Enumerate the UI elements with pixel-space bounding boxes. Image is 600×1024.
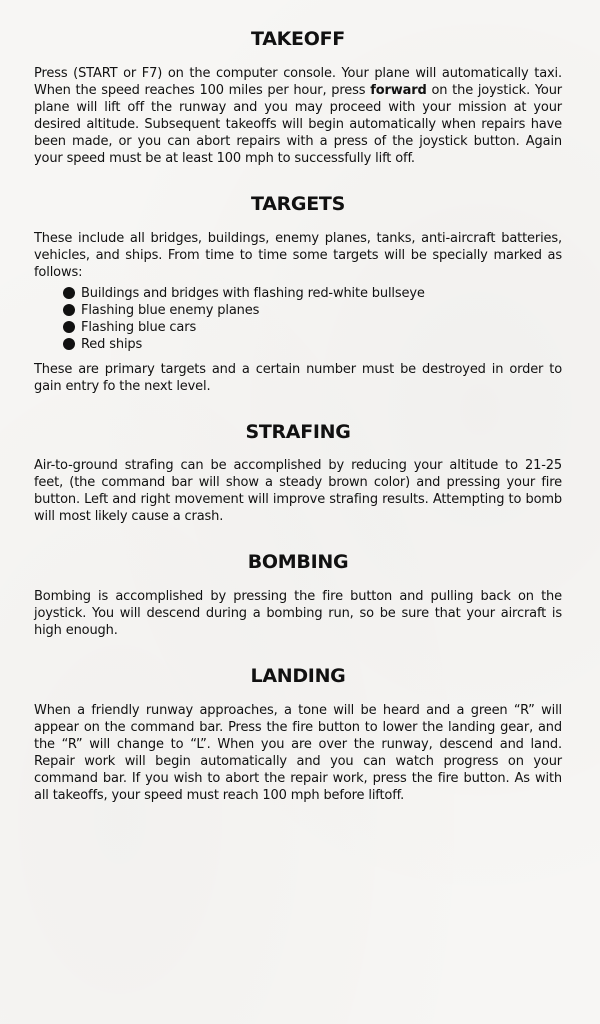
bullet-icon	[63, 304, 75, 316]
targets-outro: These are primary targets and a certain number must be destroyed in order to gain entry fo the next level.	[34, 361, 562, 394]
bombing-section	[34, 551, 562, 639]
takeoff-bold-word: forward	[370, 82, 427, 98]
takeoff-heading: TAKEOFF	[251, 28, 345, 50]
list-item-text: Red ships	[81, 336, 143, 352]
strafing-paragraph: Air-to-ground strafing can be accomplished by reducing your altitude to 21-25 feet, (the command bar will show a steady brown color) and pressing your fire button. Left and right movement will improve strafing results. Attempting to bomb will most likely cause a crash.	[34, 458, 562, 525]
bombing-paragraph: Bombing is accomplished by pressing the fire button and pulling back on the joystick. You will descend during a bombing run, so be sure that your aircraft is high enough.	[34, 589, 562, 639]
list-item	[34, 285, 562, 302]
landing-paragraph: When a friendly runway approaches, a tone will be heard and a green “R” will appear on the command bar. Press the fire button to lower the landing gear, and the “R” will change to “L”. When you are over the runway, descend and land. Repair work will begin automatically and you can watch progress on your command bar. If you wish to abort the repair work, press the fire button. As with all takeoffs, your speed must reach 100 mph before liftoff.	[34, 702, 562, 803]
bombing-heading: BOMBING	[247, 551, 349, 574]
takeoff-paragraph	[34, 65, 562, 167]
list-item-text: Flashing blue enemy planes	[81, 302, 260, 318]
landing-section	[34, 665, 562, 804]
list-item-text: Buildings and bridges with flashing red-white bullseye	[81, 285, 425, 301]
bullet-icon	[63, 321, 75, 333]
targets-list	[34, 285, 562, 353]
bullet-icon	[63, 287, 75, 299]
strafing-heading: STRAFING	[245, 420, 351, 443]
targets-heading: TARGETS	[251, 192, 345, 215]
list-item	[34, 302, 562, 319]
list-item	[34, 336, 562, 353]
bullet-icon	[63, 338, 75, 350]
list-item-text: Flashing blue cars	[81, 319, 197, 335]
landing-heading: LANDING	[250, 665, 346, 688]
list-item	[34, 319, 562, 336]
takeoff-section	[34, 28, 562, 167]
takeoff-text-start: Press (START or F7) on the computer console. Your plane will automatically taxi. When the speed reaches 100 miles per hour, press	[34, 65, 562, 98]
targets-section	[34, 193, 562, 395]
strafing-section	[34, 421, 562, 526]
targets-intro: These include all bridges, buildings, enemy planes, tanks, anti-aircraft batteries, vehicles, and ships. From time to time some targets will be specially marked as follows:	[34, 230, 562, 280]
takeoff-text-end: on the joystick. Your plane will lift off the runway and you may proceed with your mission at your desired altitude. Subsequent takeoffs will begin automatically when repairs have been made, or you can abort repairs with a press of the joystick button. Again your speed must be at least 100 mph to successfully lift off.	[34, 82, 563, 166]
